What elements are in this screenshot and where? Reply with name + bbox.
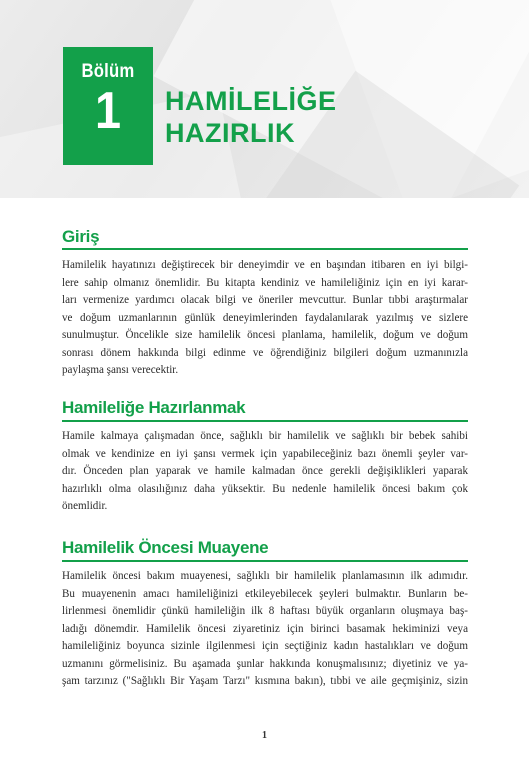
section-paragraph	[62, 568, 468, 691]
paragraph-line: hazırlıklı olma olasılığınız daha yüksektir. Bu nedenle hamilelik öncesi bakım çok	[62, 482, 468, 495]
paragraph-line: dır. Önceden plan yaparak ve hamile kalmadan önce gerekli değişiklikleri yaparak	[62, 465, 468, 477]
paragraph-line: uzmanını görmelisiniz. Bu aşamada şunlar hakkında konuşmalısınız; diyetiniz ve ya-	[62, 657, 468, 670]
paragraph-line: lere sahip olmanız önemlidir. Bu kitapta kendiniz ve hamileliğiniz için en iyi karar-	[62, 276, 468, 289]
chapter-title-line: HAZIRLIK	[165, 118, 295, 148]
section-divider	[62, 420, 468, 422]
paragraph-line: Hamilelik öncesi bakım muayenesi, sağlıklı bir hamilelik planlamasının ilk adımıdır.	[62, 570, 468, 582]
paragraph-line: olmak ve kendinize en iyi şansı vermek için yapabileceğiniz bazı önemli şeyler var-	[62, 447, 468, 460]
paragraph-line: ları vermenize yardımcı olacak bilgi ve öneriler mevcuttur. Bunlar tıbbi araştırmalar	[62, 294, 468, 306]
paragraph-line: Bu muayenenin amacı hamileliğinizi etkileyebilecek şeyleri bulmaktır. Bunların be-	[62, 587, 468, 600]
section-heading: Giriş	[62, 227, 100, 246]
section-heading: Hamilelik Öncesi Muayene	[62, 538, 269, 557]
section-heading: Hamileliğe Hazırlanmak	[62, 398, 246, 417]
section-paragraph	[62, 257, 468, 380]
section-paragraph	[62, 428, 468, 516]
paragraph-line: hamileliğiniz boyunca sizinle ilgilenmesi için seçtiğiniz kadın hastalıkları ve doğum	[62, 640, 468, 652]
paragraph-line: önemlidir.	[62, 500, 108, 512]
paragraph-line: Hamile kalmaya çalışmadan önce, sağlıklı bir hamilelik ve sağlıklı bir bebek sahibi	[62, 430, 468, 442]
page-number: 1	[262, 730, 267, 741]
chapter-title-line: HAMİLELİĞE	[165, 86, 337, 116]
chapter-title	[165, 85, 337, 149]
paragraph-line: ve doğum uzmanlarının günlük deneyimlerinden faydalanılarak yazılmış ve sizlere	[62, 311, 468, 324]
paragraph-line: Hamilelik hayatınızı değiştirecek bir deneyimdir ve en başından itibaren en iyi bilgi-	[62, 259, 468, 271]
chapter-label: Bölüm	[81, 61, 135, 82]
paragraph-line: şam tarzınız ("Sağlıklı Bir Yaşam Tarzı" kısmına bakın), tıbbi ve aile geçmişiniz, sizin	[62, 675, 468, 687]
section-divider	[62, 560, 468, 562]
section-divider	[62, 248, 468, 250]
paragraph-line: sonrası dönem hakkında bilgi edinme ve öğrendiğiniz bilgileri doğum uzmanınızla	[62, 346, 468, 359]
paragraph-line: ladığı dönemdir. Hamilelik öncesi ziyaretiniz için birinci basamak hekiminizi veya	[62, 622, 468, 635]
paragraph-line: paylaşma şansı verecektir.	[62, 364, 179, 376]
chapter-badge	[63, 47, 153, 165]
paragraph-line: lirlenmesi önemlidir çünkü hamileliğin ilk 8 haftası büyük organların oluşmaya baş-	[62, 605, 468, 617]
chapter-number: 1	[94, 82, 122, 140]
paragraph-line: sunulmuştur. Öncelikle size hamilelik öncesi planlama, hamilelik, doğum ve doğum	[62, 329, 468, 341]
